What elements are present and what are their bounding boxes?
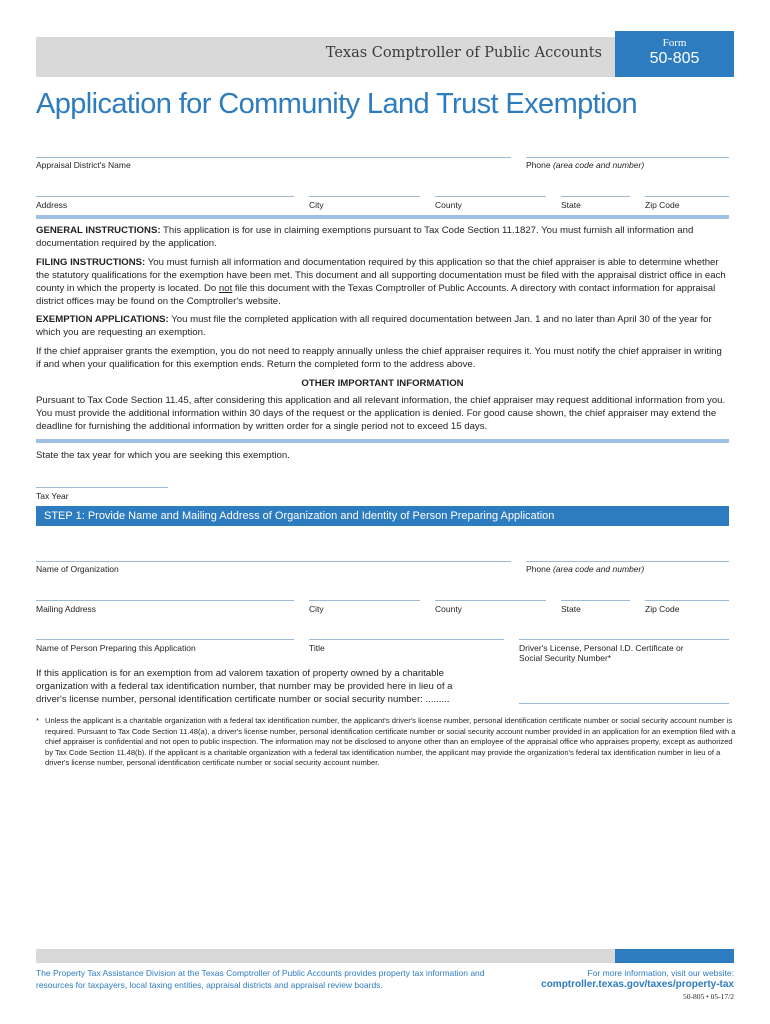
- agency-name: Texas Comptroller of Public Accounts: [325, 45, 602, 61]
- exemption-applications: EXEMPTION APPLICATIONS: You must file the completed application with all required documentation between Jan. 1 and no later than April 30 of the year for which you are requesting an exemption.: [36, 314, 712, 339]
- section-divider: [36, 215, 729, 219]
- org-city-field[interactable]: [309, 600, 420, 601]
- phone-hint: (area code and number): [552, 160, 645, 170]
- footer-description: The Property Tax Assistance Division at the Texas Comptroller of Public Accounts provides property tax information and resources for taxpayers, local taxing entities, appraisal districts and appraisal review boards.: [36, 968, 485, 990]
- county-field[interactable]: [435, 196, 546, 197]
- form-number-box: [615, 31, 734, 77]
- org-phone-label-text: Phone: [526, 564, 551, 574]
- phone-label-text: Phone: [526, 160, 551, 170]
- grant-notice: If the chief appraiser grants the exemption, you do not need to reapply annually unless the chief appraiser requires it. You must notify the chief appraiser in writing if and when your qualification for this exemption ends. Return the completed form to the address above.: [36, 346, 722, 371]
- phone-label: [526, 160, 644, 170]
- address-label: Address: [36, 200, 68, 210]
- zip-field[interactable]: [645, 196, 729, 197]
- filing-instructions: FILING INSTRUCTIONS: You must furnish all information and documentation required by this application so that the chief appraiser is able to determine whether the statutory qualifications for the exemption have been met. This document and all supporting documentation must be filed with the appraisal district office in each county in which the property is located. Do not file this document with the Texas Comptroller of Public Accounts. A directory with contact information for appraisal district offices may be found on the Comptroller's website.: [36, 256, 726, 307]
- preparer-title-label: Title: [309, 643, 325, 653]
- license-number-field[interactable]: [519, 639, 729, 640]
- address-field[interactable]: [36, 196, 294, 197]
- tax-year-label: Tax Year: [36, 491, 69, 501]
- footer-band: [36, 949, 615, 963]
- section-divider-2: [36, 439, 729, 443]
- footer-website-link[interactable]: comptroller.texas.gov/taxes/property-tax: [541, 979, 734, 990]
- tax-year-prompt: State the tax year for which you are seeking this exemption.: [36, 450, 290, 461]
- license-label-line2: Social Security Number*: [519, 653, 612, 663]
- license-label-line1: Driver's License, Personal I.D. Certificate or: [519, 643, 684, 653]
- charitable-org-text: [36, 668, 480, 706]
- city-field[interactable]: [309, 196, 420, 197]
- appraisal-district-name-label: Appraisal District's Name: [36, 160, 131, 170]
- org-zip-label: Zip Code: [645, 604, 680, 614]
- organization-name-field[interactable]: [36, 561, 511, 562]
- footnote: [36, 716, 736, 769]
- form-label: Form: [662, 37, 687, 49]
- form-code: 50-805 • 05-17/2: [683, 992, 734, 1001]
- org-county-label: County: [435, 604, 462, 614]
- appraisal-district-name-field[interactable]: [36, 157, 511, 158]
- org-state-field[interactable]: [561, 600, 630, 601]
- general-instructions: GENERAL INSTRUCTIONS: This application is for use in claiming exemptions pursuant to Tax Code Section 11.1827. You must furnish all information and documentation required by the application.: [36, 225, 694, 249]
- state-field[interactable]: [561, 196, 630, 197]
- other-info-heading: OTHER IMPORTANT INFORMATION: [301, 378, 464, 390]
- footer-website: [541, 967, 734, 991]
- footer-accent: [615, 949, 734, 963]
- county-label: County: [435, 200, 462, 210]
- charitable-org-text-body: If this application is for an exemption from ad valorem taxation of property owned by a charitable organization with a federal tax identification number, that number may be provided here in lieu of a driver's license number, personal identification certificate number or social security number:: [36, 668, 453, 705]
- instructions: [36, 225, 729, 440]
- org-county-field[interactable]: [435, 600, 546, 601]
- federal-tax-id-field[interactable]: [519, 703, 729, 704]
- preparer-title-field[interactable]: [309, 639, 504, 640]
- state-label: State: [561, 200, 581, 210]
- footnote-mark: *: [36, 716, 39, 725]
- org-phone-field[interactable]: [526, 561, 729, 562]
- mailing-address-label: Mailing Address: [36, 604, 97, 614]
- form-number: 50-805: [649, 50, 700, 67]
- phone-field[interactable]: [526, 157, 729, 158]
- org-city-label: City: [309, 604, 324, 614]
- other-info-text: Pursuant to Tax Code Section 11.45, after considering this application and all relevant information, the chief appraiser may request additional information from you. You must provide the additional information within 30 days of the request or the application is denied. For good cause shown, the chief appraiser may extend the deadline for furnishing the additional information by written order for a single period not to exceed 15 days.: [36, 394, 726, 432]
- dot-leader: .........: [425, 693, 450, 705]
- preparer-name-field[interactable]: [36, 639, 294, 640]
- organization-name-label: Name of Organization: [36, 564, 119, 574]
- step1-heading: STEP 1: Provide Name and Mailing Address of Organization and Identity of Person Preparing Application: [36, 506, 729, 526]
- org-state-label: State: [561, 604, 581, 614]
- footer-website-intro: For more information, visit our website:: [587, 968, 734, 978]
- footnote-text: Unless the applicant is a charitable organization with a federal tax identification number, the applicant's driver's license number, personal identification certificate number or social security account number is required. Pursuant to Tax Code Section 11.48(a), a driver's license number, personal identification certificate number or social security account number provided in an application for an exemption filed with a chief appraiser is confidential and not open to public inspection. The information may not be disclosed to anyone other than an employee of the appraisal office who appraises property, except as authorized by Tax Code Section 11.48(b). If the applicant is a charitable organization with a federal tax identification number, the applicant may provide the organization's federal tax identification number in lieu of a driver's license number, personal identification certificate number or social security account number.: [45, 716, 736, 768]
- org-phone-label: [526, 564, 644, 574]
- preparer-name-label: Name of Person Preparing this Application: [36, 643, 196, 653]
- zip-label: Zip Code: [645, 200, 680, 210]
- mailing-address-field[interactable]: [36, 600, 294, 601]
- page-title: Application for Community Land Trust Exemption: [36, 88, 638, 120]
- city-label: City: [309, 200, 324, 210]
- tax-year-field[interactable]: [36, 487, 168, 488]
- org-phone-hint: (area code and number): [552, 564, 645, 574]
- org-zip-field[interactable]: [645, 600, 729, 601]
